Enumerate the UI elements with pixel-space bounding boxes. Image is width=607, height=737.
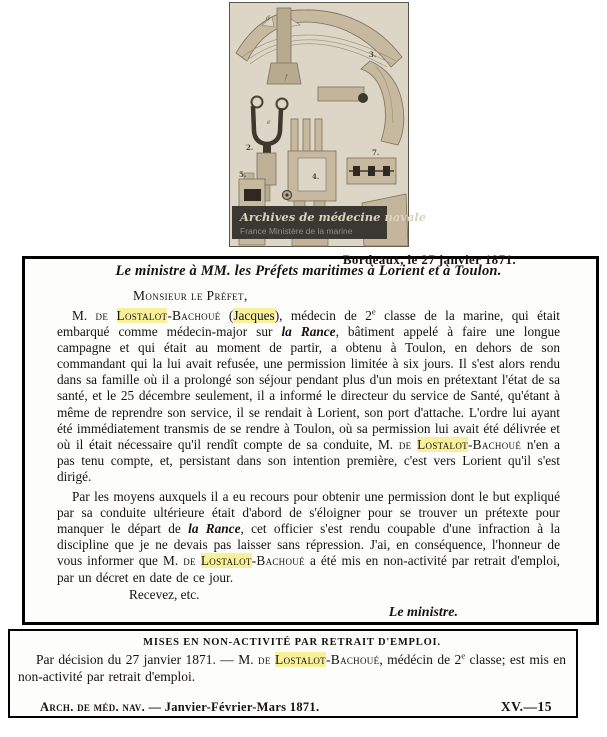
dateline-text: Bordeaux, le 27 janvier 1871. [342,252,516,267]
highlighted-text: Jacques [233,308,275,323]
signature: Le ministre. [388,604,458,620]
text-segment: , médécin de 2 [379,652,462,667]
notice-body [18,652,566,685]
figure-label: 3. [369,50,377,59]
figure-letter-label: e [267,119,271,126]
notice-heading: MISES EN NON-ACTIVITÉ PAR RETRAIT D'EMPLOI. [143,637,441,648]
text-segment: , cet officier s'est rendu coupable d'une infraction à la discipline que je ne devais pas laisser sans répression. J'ai, en conséquence, l'honneur de vous informer que M. [57,521,561,569]
figure-label: 5. [239,170,247,179]
closing-line: Recevez, etc. [129,586,200,602]
letter-paragraph [57,308,560,485]
figure-label: 4. [312,172,320,181]
text-segment: Par les moyens auxquels il a eu recours pour obtenir une permission dont le but expliqué par sa conduite ultérieure était d'abord de s'éloigner pour se trouver un prétexte pour manquer le départ de [57,489,560,537]
text-segment [108,308,116,323]
text-segment: la Rance [281,324,336,340]
dateline [57,250,560,267]
salutation: Monsieur le Préfet, [133,288,248,303]
text-segment: -Bachoué [167,308,221,323]
figure-label: 7. [372,148,380,157]
letter-paragraph [57,489,560,586]
highlighted-text: Lostalot [275,652,326,667]
notice-ref: XV.—15 [500,698,552,714]
text-segment: classe de la marine, qui était embarqué comme médecin-major sur [57,308,560,340]
text-segment: -Bachoué [467,436,522,452]
text-segment: de [95,308,109,323]
figure-letter-label: f [285,74,288,81]
text-segment: classe; est mis en non-activité par retrait d'emploi. [18,652,566,684]
figure-caption-subtitle: France Ministère de la marine [240,226,353,236]
figure-card [229,2,427,247]
figure-caption-title: Archives de médecine navale [240,210,427,224]
text-segment: Arch. de méd. nav. [40,699,146,714]
text-segment: Par décision du 27 janvier 1871. — M. [36,652,259,667]
text-segment: la Rance [188,521,241,537]
text-segment: ( [220,308,234,323]
notice-footer [18,699,566,715]
text-segment: e [371,306,376,317]
highlighted-text: Lostalot [116,308,168,323]
notice-source [40,700,319,715]
text-segment: e [461,650,466,661]
figure-label: 2. [246,143,254,152]
notice-excerpt [8,629,578,718]
letter-excerpt [22,252,599,625]
text-segment: de [398,436,412,452]
text-segment: n'en a pas tenu compte, et, persistant dans son intention première, c'est vers Lorient qu'il s'est dirigé. [57,436,560,484]
text-segment: M. [72,308,96,323]
text-segment: , bâtiment appelé à faire une longue campagne et qui était au moment de partir, a obtenu à Toulon, en dehors de son commandant qui la lui avait refusée, une permission limitée à six jours. Il s'est alors rendu dans sa famille où il a prolongé son séjour pendant plus d'un mois en prétextant l'état de sa santé, et le 25 décembre seulement, il a informé le directeur du service de Santé, qu'étant à même de reprendre son service, il se rendait à Lorient, son port d'attache. L'ordre lui ayant été immédiatement transmis de se rendre à Toulon, où sa permission lui avait été délivrée et où il était nécessaire qu'il rendît compte de sa conduite, M. [57,324,560,452]
figure-letter-label: d [266,15,270,22]
text-segment: -Bachoué [251,553,305,569]
text-segment: de [183,553,196,569]
text-segment: -Bachoué [325,652,380,667]
highlighted-text: Lostalot [200,553,252,569]
text-segment: ), médecin de 2 [274,308,372,323]
text-segment: de [258,652,271,667]
letter-title: Le ministre à MM. les Préfets maritimes à Lorient et à Toulon. [115,263,502,279]
text-segment: a été mis en non-activité par retrait d'emploi, par un décret en date de ce jour. [57,553,560,585]
figure-caption [232,206,427,239]
highlighted-text: Lostalot [417,436,468,452]
text-segment: — Janvier-Février-Mars 1871. [145,699,320,714]
